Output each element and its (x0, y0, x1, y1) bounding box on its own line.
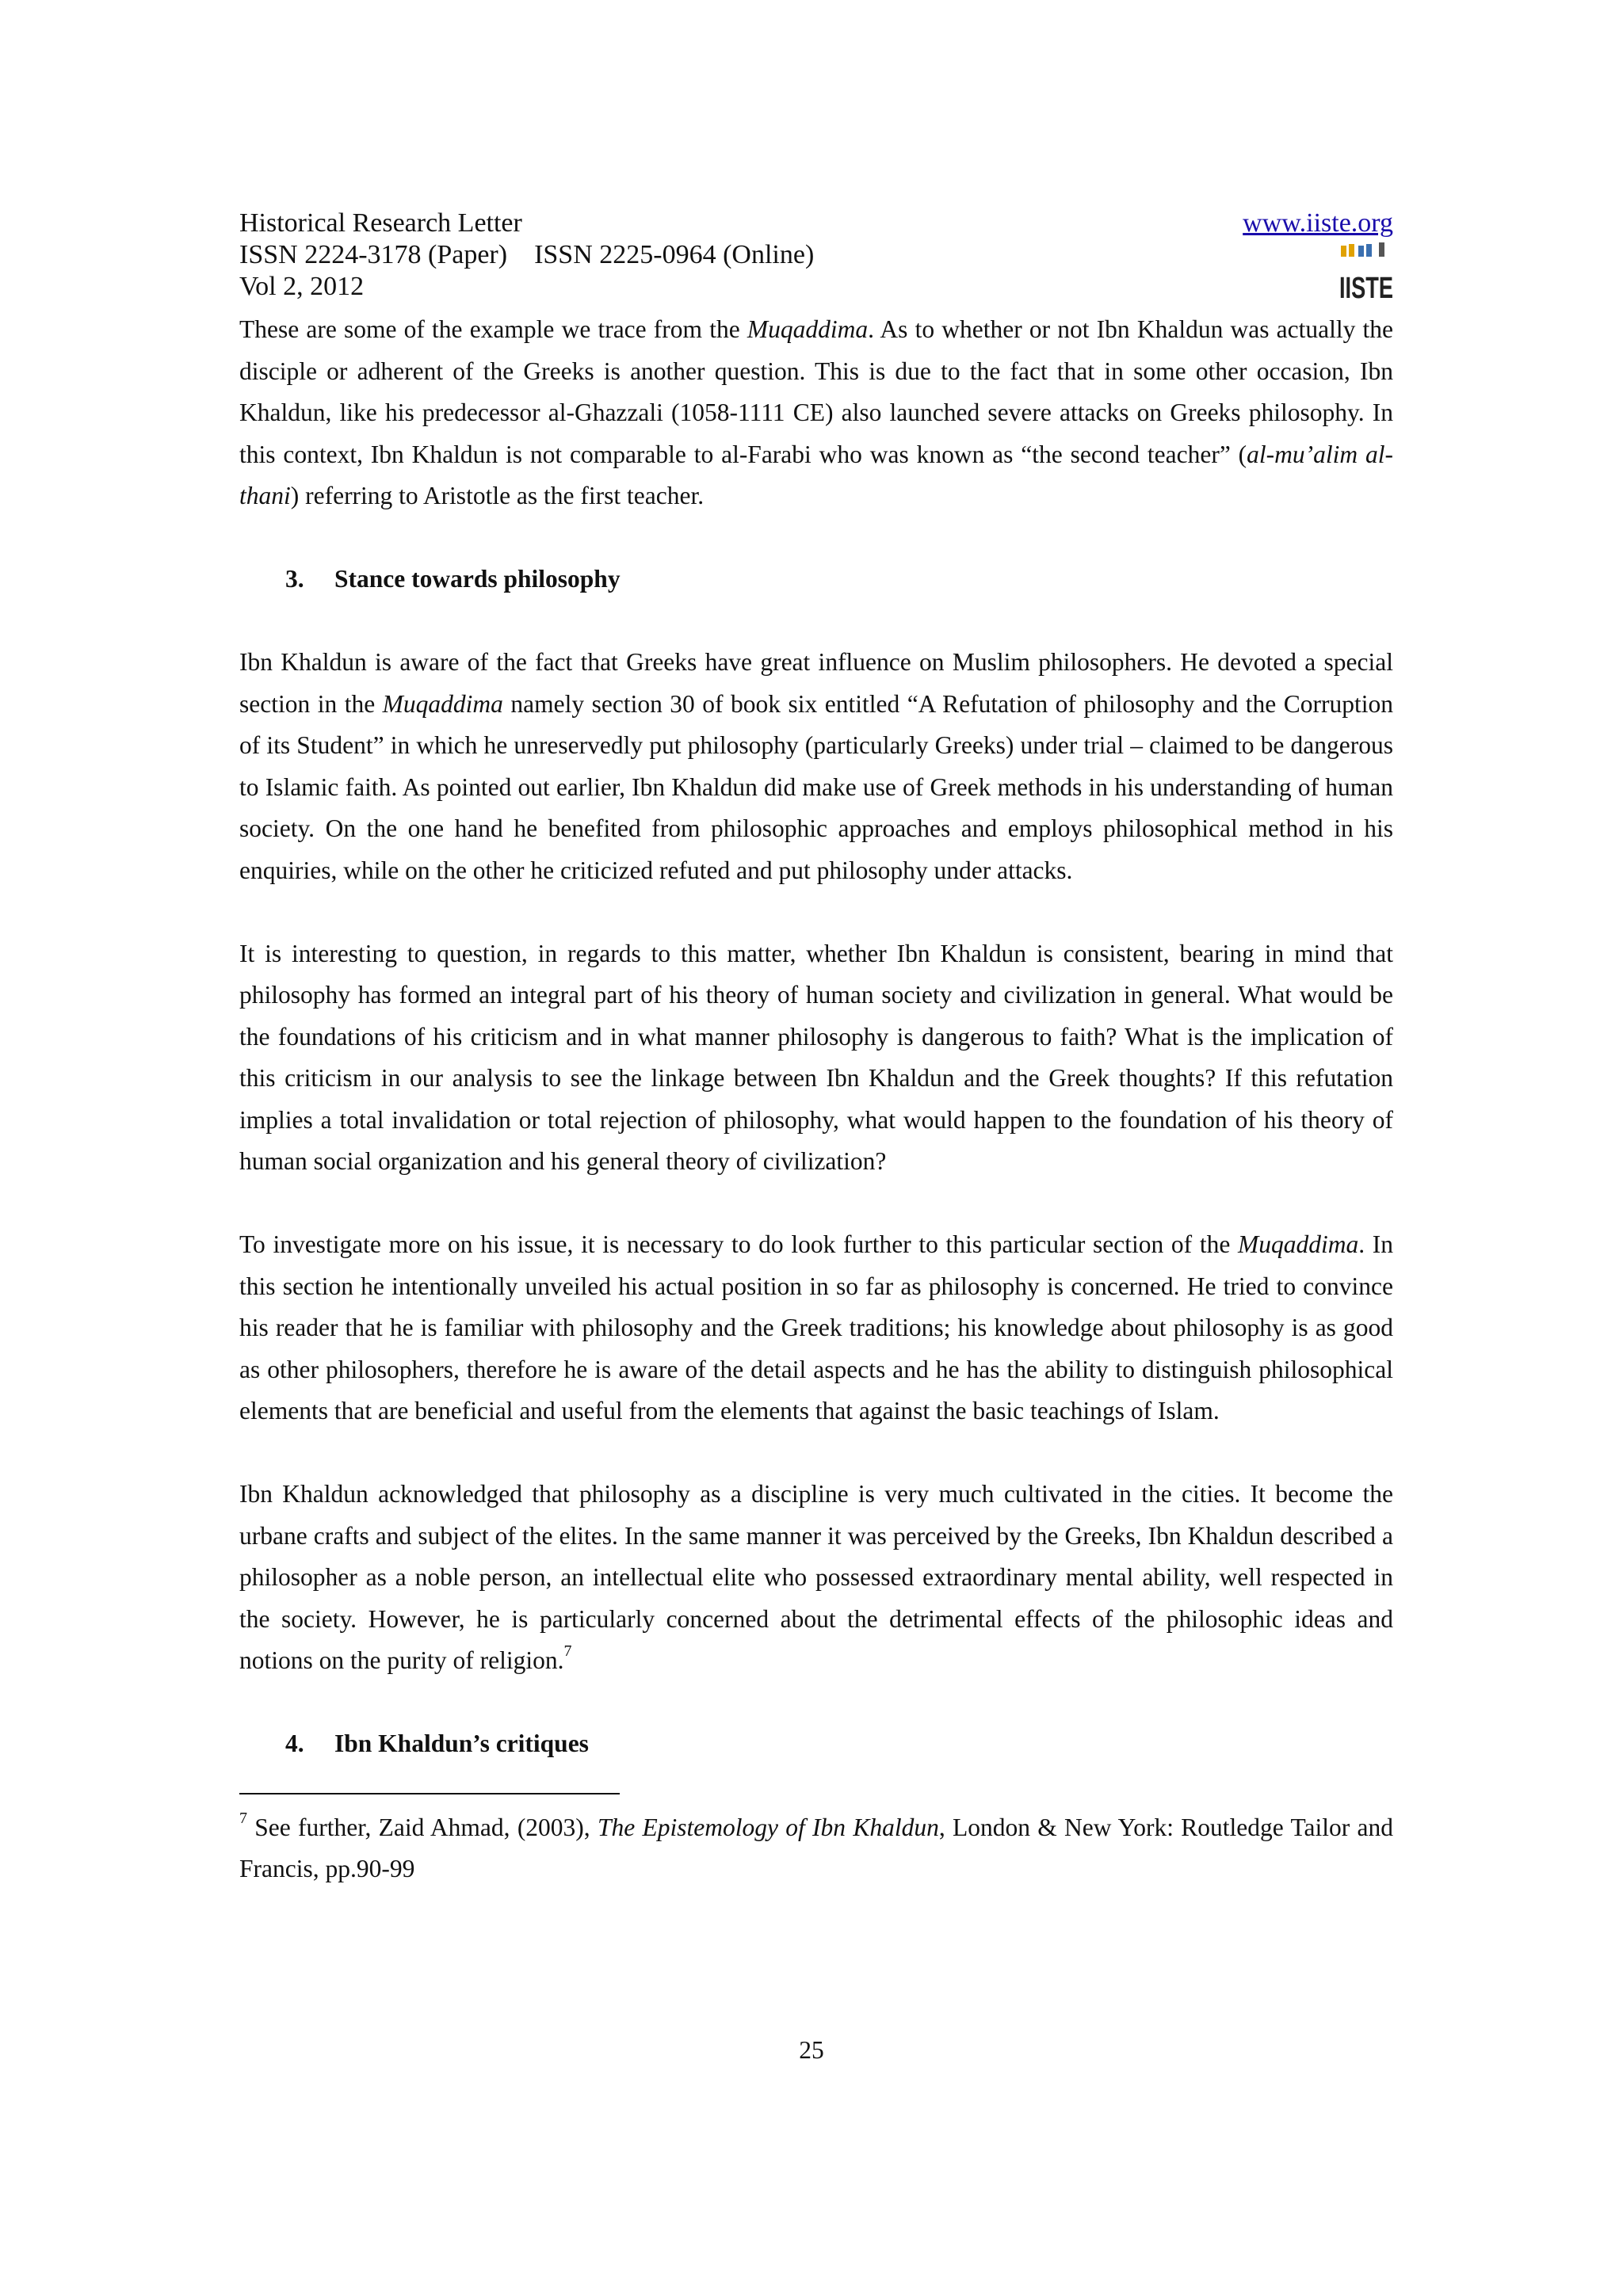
volume-line: Vol 2, 2012 (239, 272, 365, 301)
paragraph-4: To investigate more on his issue, it is necessary to do look further to this particular section of the Muqaddima. In this section he intentionally unveiled his actual position in so far as philosophy is concerned. He tried to convince his reader that he is familiar with philosophy and the Greek traditions; his knowledge about philosophy is as good as other philosophers, therefore he is aware of the detail aspects and he has the ability to distinguish philosophical elements that are beneficial and useful from the elements that against the basic teachings of Islam. (239, 1230, 1393, 1425)
paragraph-3: It is interesting to question, in regards to this matter, whether Ibn Khaldun is consistent, bearing in mind that philosophy has formed an integral part of his theory of human society and civilization in general. What would be the foundations of his criticism and in what manner philosophy is dangerous to faith? What is the implication of this criticism in our analysis to see the linkage between Ibn Khaldun and the Greek thoughts? If this refutation implies a total invalidation or total rejection of philosophy, what would happen to the foundation of his theory of human social organization and his general theory of civilization? (239, 939, 1393, 1175)
section-4-heading: 4. Ibn Khaldun’s critiques (285, 1730, 589, 1757)
running-header (239, 208, 1393, 309)
journal-name: Historical Research Letter (239, 208, 522, 238)
footnote-ref[interactable]: 7 (563, 1642, 572, 1660)
page-number: 25 (799, 2036, 824, 2064)
paragraph-2: Ibn Khaldun is aware of the fact that Greeks have great influence on Muslim philosophers. He devoted a special section in the Muqaddima namely section 30 of book six entitled “A Refutation of philosophy and the Corruption of its Student” in which he unreservedly put philosophy (particularly Greeks) under trial – claimed to be dangerous to Islamic faith. As pointed out earlier, Ibn Khaldun did make use of Greek methods in his understanding of human society. On the one hand he benefited from philosophic approaches and employs philosophical method in his enquiries, while on the other he criticized refuted and put philosophy under attacks. (239, 648, 1394, 884)
footnote-7: $^7$ See further, Zaid Ahmad, (2003), The Epistemology of Ibn Khaldun, London & New York: Routledge Tailor and Francis, pp.90-99 (239, 1809, 1393, 1882)
iiste-logo (1339, 242, 1393, 305)
footnote-separator (239, 1793, 620, 1794)
issn-line: ISSN 2224-3178 (Paper) ISSN 2225-0964 (Online) (239, 240, 815, 269)
journal-url-link[interactable]: www.iiste.org (1243, 208, 1393, 238)
section-3-heading: 3. Stance towards philosophy (285, 565, 621, 593)
svg-text:IISTE: IISTE (1339, 272, 1393, 305)
paragraph-1: These are some of the example we trace from the Muqaddima. As to whether or not Ibn Khaldun was actually the disciple or adherent of the Greeks is another question. This is due to the fact that in some other occasion, Ibn Khaldun, like his predecessor al-Ghazzali (1058-1111 CE) also launched severe attacks on Greeks philosophy. In this context, Ibn Khaldun is not comparable to al-Farabi who was known as “the second teacher” (al-mu’alim al-thani) referring to Aristotle as the first teacher. (239, 315, 1393, 509)
page-content (239, 208, 1393, 1890)
paragraph-5: Ibn Khaldun acknowledged that philosophy as a discipline is very much cultivated in the cities. It become the urbane crafts and subject of the elites. In the same manner it was perceived by the Greeks, Ibn Khaldun described a philosopher as a noble person, an intellectual elite who possessed extraordinary mental ability, well respected in the society. However, he is particularly concerned about the detrimental effects of the philosophic ideas and notions on the purity of religion.$^7$ (239, 1480, 1393, 1674)
